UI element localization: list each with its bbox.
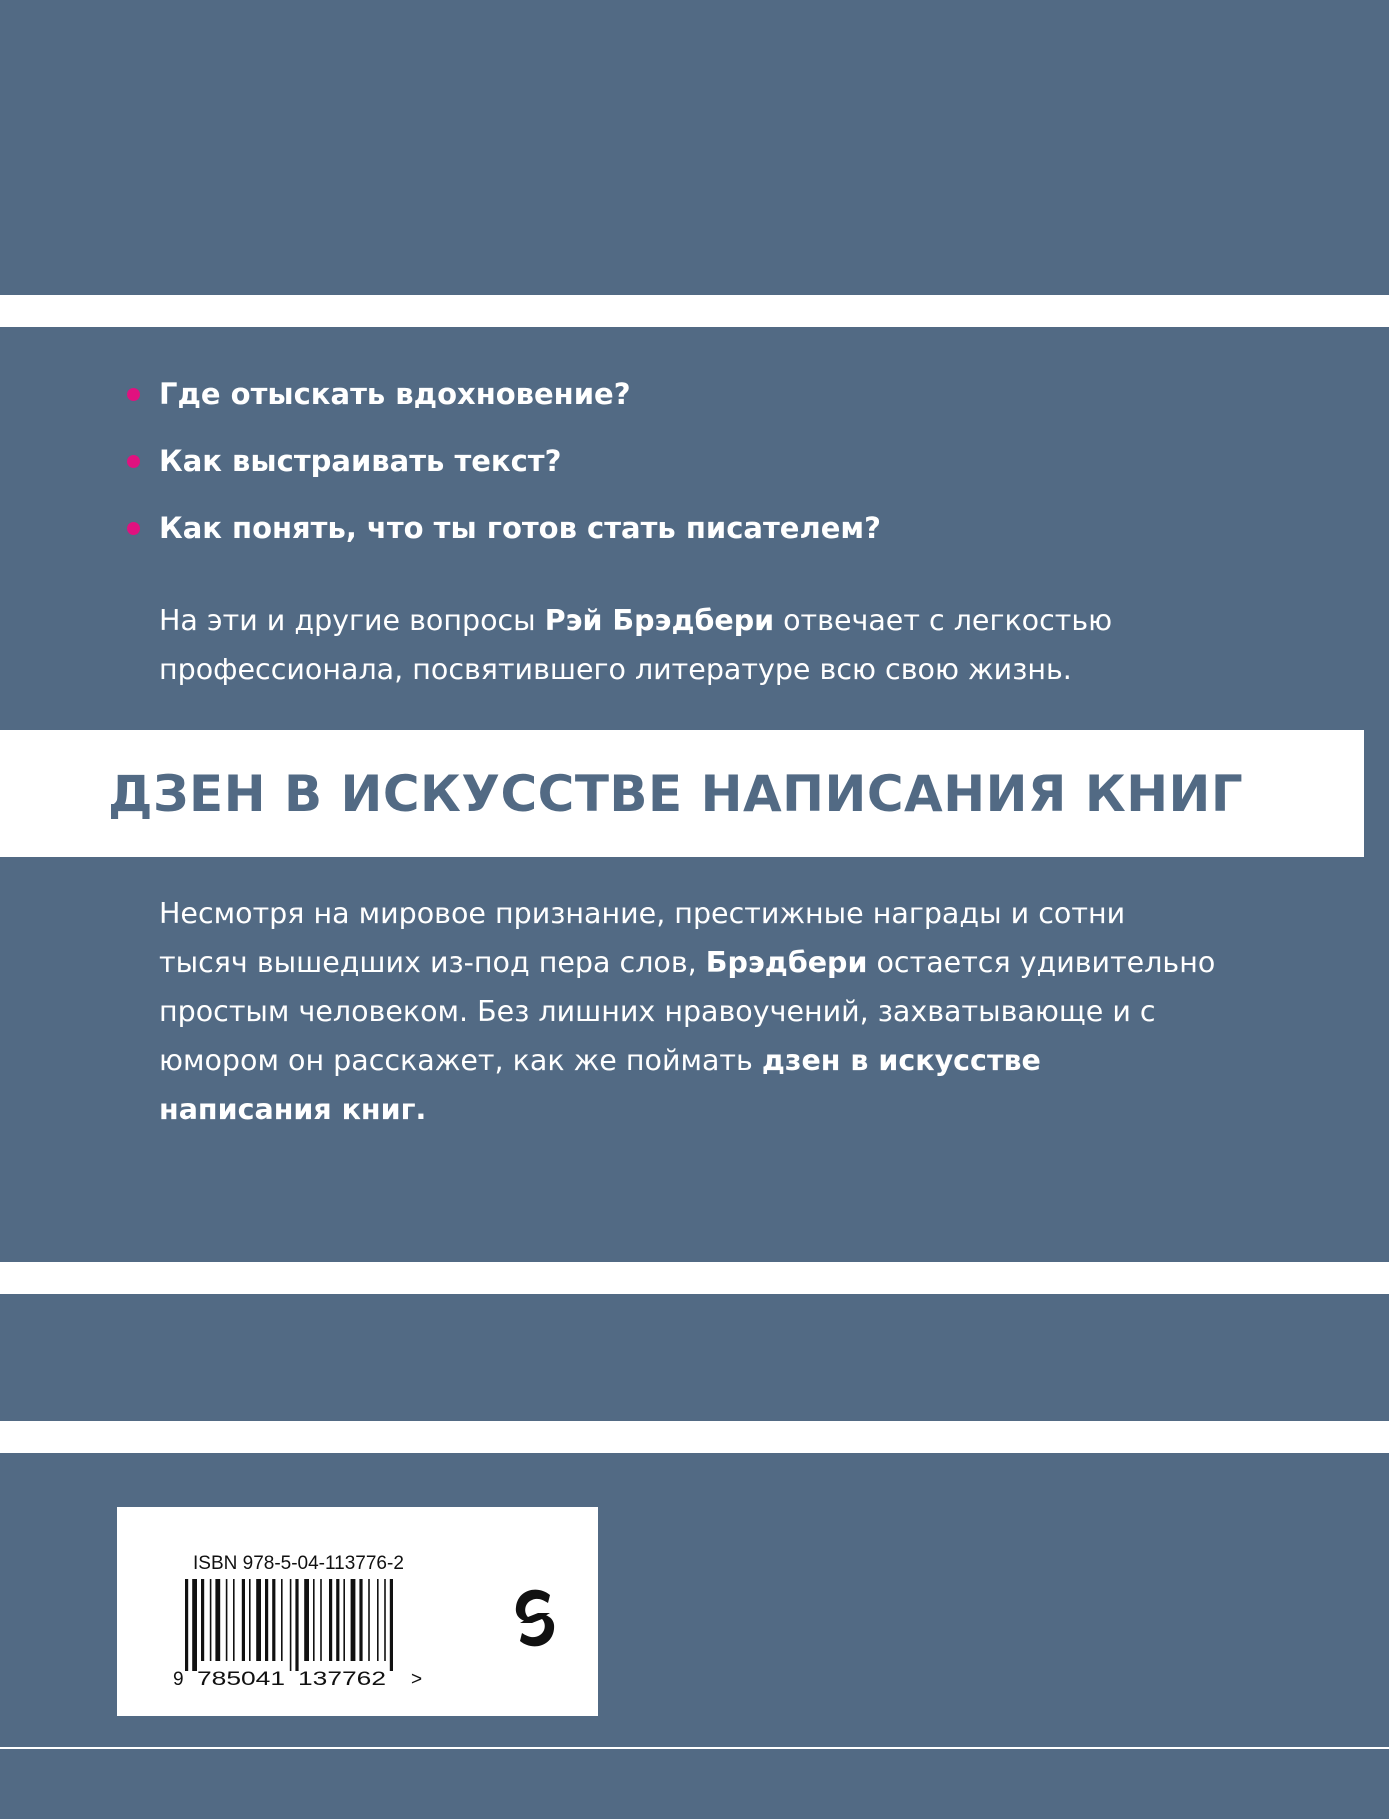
barcode-bar (215, 1579, 220, 1661)
isbn-label: ISBN 978-5-04-113776-2 (193, 1553, 404, 1574)
barcode-bar (272, 1579, 275, 1661)
description-paragraph (159, 889, 1219, 1134)
question-item (125, 439, 881, 506)
barcode-bar (313, 1579, 315, 1661)
barcode-bar (249, 1579, 251, 1661)
barcode-digit-first: 9 (173, 1669, 184, 1689)
barcode-bar (368, 1579, 370, 1661)
barcode-bar (390, 1579, 393, 1671)
barcode-bar (320, 1579, 322, 1661)
intro-text-end: отвечает с легкостью профессионала, посвятившего литературе всю свою жизнь. (159, 604, 1113, 686)
book-title: ДЗЕН В ИСКУССТВЕ НАПИСАНИЯ КНИГ (108, 765, 1244, 823)
barcode-bar (265, 1579, 268, 1661)
description-closing: дзен в искусстве написания книг. (159, 1044, 1041, 1126)
barcode-bar (359, 1579, 362, 1661)
author-name: Рэй Брэдбери (544, 604, 775, 637)
question-item (125, 372, 881, 439)
barcode-bar (336, 1579, 339, 1661)
barcode-digits-left: 785041 (197, 1669, 285, 1689)
bullet-dot-icon (127, 455, 140, 468)
barcode-bar (343, 1579, 345, 1661)
barcode-bar (256, 1579, 261, 1661)
barcode-marker: > (411, 1669, 423, 1689)
barcode-bar (281, 1579, 283, 1661)
question-text: Как выстраивать текст? (159, 444, 562, 478)
top-band (0, 0, 1389, 295)
eksmo-logo-icon (510, 1583, 560, 1653)
barcode-icon (171, 1579, 431, 1689)
question-list (125, 372, 881, 573)
barcode-bar (192, 1579, 197, 1671)
question-text: Как понять, что ты готов стать писателем? (159, 511, 881, 545)
author-surname: Брэдбери (705, 946, 868, 979)
bullet-dot-icon (127, 388, 140, 401)
description-text-middle: остается удивительно простым человеком. Без лишних нравоучений, захватывающе и с юмором он расскажет, как же поймать (159, 946, 1216, 1077)
intro-paragraph (159, 596, 1179, 694)
barcode-bar (185, 1579, 188, 1671)
question-item (125, 506, 881, 573)
middle-band (0, 1294, 1389, 1421)
barcode-bar (242, 1579, 245, 1661)
intro-text-start: На эти и другие вопросы (159, 604, 545, 637)
barcode-digits-right: 137762 (298, 1669, 386, 1689)
barcode-bar (290, 1579, 292, 1671)
barcode-bar (226, 1579, 228, 1661)
barcode-bar (201, 1579, 204, 1661)
bullet-dot-icon (127, 522, 140, 535)
barcode-bar (384, 1579, 386, 1661)
barcode-bar (210, 1579, 212, 1661)
barcode-bar (351, 1579, 356, 1661)
question-text: Где отыскать вдохновение? (159, 377, 631, 411)
barcode-bar (329, 1579, 332, 1661)
title-bar (0, 730, 1364, 857)
barcode-bar (295, 1579, 298, 1671)
description-text-start: Несмотря на мировое признание, престижные награды и сотни тысяч вышедших из-под пера слов, (159, 897, 1126, 979)
barcode-bar (233, 1579, 235, 1661)
barcode-bar (377, 1579, 379, 1661)
barcode-bar (304, 1579, 309, 1661)
footer-band (0, 1749, 1389, 1819)
